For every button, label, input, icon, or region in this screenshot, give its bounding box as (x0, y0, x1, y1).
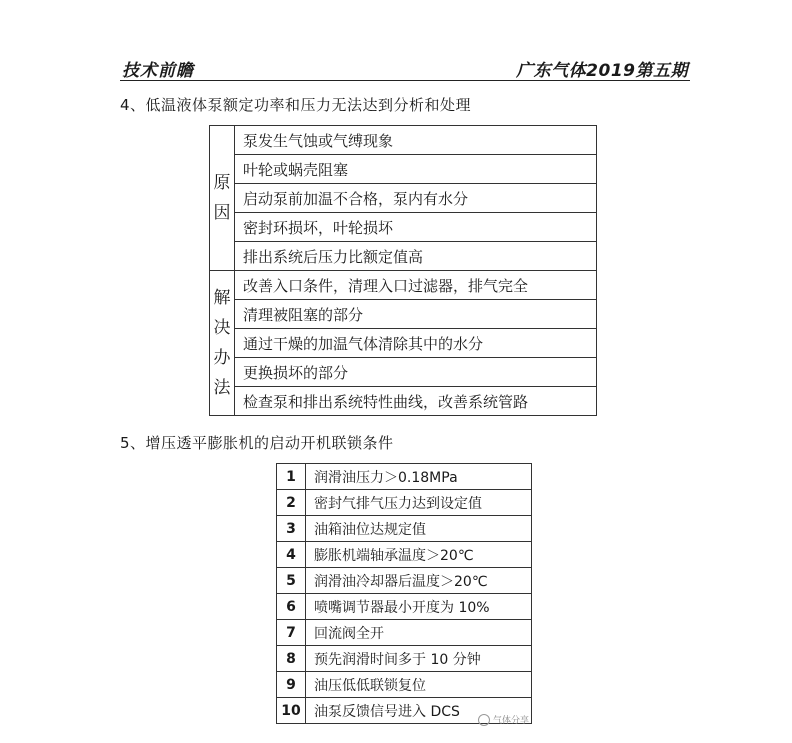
condition-cell: 油箱油位达规定值 (306, 516, 532, 542)
watermark (478, 713, 529, 726)
solutions-label-char: 解 (213, 288, 231, 308)
condition-cell: 密封气排气压力达到设定值 (306, 490, 532, 516)
row-number-cell: 7 (277, 620, 306, 646)
table-row (277, 542, 532, 568)
table-row (210, 184, 597, 213)
row-number-cell: 9 (277, 672, 306, 698)
table-row (277, 464, 532, 490)
header-divider (120, 80, 690, 81)
solutions-label-char: 决 (213, 318, 231, 338)
table-row (210, 213, 597, 242)
solution-cell: 检查泵和排出系统特性曲线，改善系统管路 (235, 387, 597, 416)
condition-cell: 油泵反馈信号进入 DCS (306, 698, 532, 724)
header-right-title: 广东气体2019第五期 (516, 61, 688, 81)
condition-cell: 润滑油压力＞0.18MPa (306, 464, 532, 490)
row-number-cell: 2 (277, 490, 306, 516)
header-left-title: 技术前瞻 (122, 61, 194, 81)
row-number-cell: 1 (277, 464, 306, 490)
table-row (210, 387, 597, 416)
condition-cell: 喷嘴调节器最小开度为 10% (306, 594, 532, 620)
row-number-cell: 6 (277, 594, 306, 620)
row-number-cell: 5 (277, 568, 306, 594)
solution-cell: 更换损坏的部分 (235, 358, 597, 387)
row-number-cell: 4 (277, 542, 306, 568)
condition-cell: 油压低低联锁复位 (306, 672, 532, 698)
pump-analysis-table (209, 125, 597, 416)
table-row (210, 155, 597, 184)
solutions-category-cell (210, 271, 235, 416)
table-row (210, 300, 597, 329)
reason-cell: 密封环损坏，叶轮损坏 (235, 213, 597, 242)
row-number-cell: 8 (277, 646, 306, 672)
solution-cell: 清理被阻塞的部分 (235, 300, 597, 329)
section-4-title: 4、低温液体泵额定功率和压力无法达到分析和处理 (120, 96, 472, 114)
reasons-category-cell (210, 126, 235, 271)
table-row (277, 646, 532, 672)
table-row (277, 594, 532, 620)
reason-cell: 泵发生气蚀或气缚现象 (235, 126, 597, 155)
condition-cell: 预先润滑时间多于 10 分钟 (306, 646, 532, 672)
condition-cell: 润滑油冷却器后温度＞20℃ (306, 568, 532, 594)
section-5-title: 5、增压透平膨胀机的启动开机联锁条件 (120, 434, 394, 452)
solutions-label-char: 办 (213, 348, 231, 368)
solution-cell: 改善入口条件，清理入口过滤器，排气完全 (235, 271, 597, 300)
reasons-label-char: 因 (213, 203, 231, 223)
table-row (277, 516, 532, 542)
solutions-label-char: 法 (213, 378, 231, 398)
reason-cell: 启动泵前加温不合格，泵内有水分 (235, 184, 597, 213)
watermark-logo-icon (478, 714, 490, 726)
table-row (210, 329, 597, 358)
row-number-cell: 10 (277, 698, 306, 724)
table-row (210, 271, 597, 300)
table-row (277, 490, 532, 516)
table-row (277, 568, 532, 594)
row-number-cell: 3 (277, 516, 306, 542)
table-row (210, 126, 597, 155)
table-row (277, 620, 532, 646)
condition-cell: 回流阀全开 (306, 620, 532, 646)
reasons-label-char: 原 (213, 173, 231, 193)
reason-cell: 叶轮或蜗壳阻塞 (235, 155, 597, 184)
interlock-conditions-table (276, 463, 532, 724)
solution-cell: 通过干燥的加温气体清除其中的水分 (235, 329, 597, 358)
table-row (210, 242, 597, 271)
table-row (277, 672, 532, 698)
condition-cell: 膨胀机端轴承温度＞20℃ (306, 542, 532, 568)
reason-cell: 排出系统后压力比额定值高 (235, 242, 597, 271)
watermark-text: 气体分享 (493, 716, 530, 726)
table-row (210, 358, 597, 387)
